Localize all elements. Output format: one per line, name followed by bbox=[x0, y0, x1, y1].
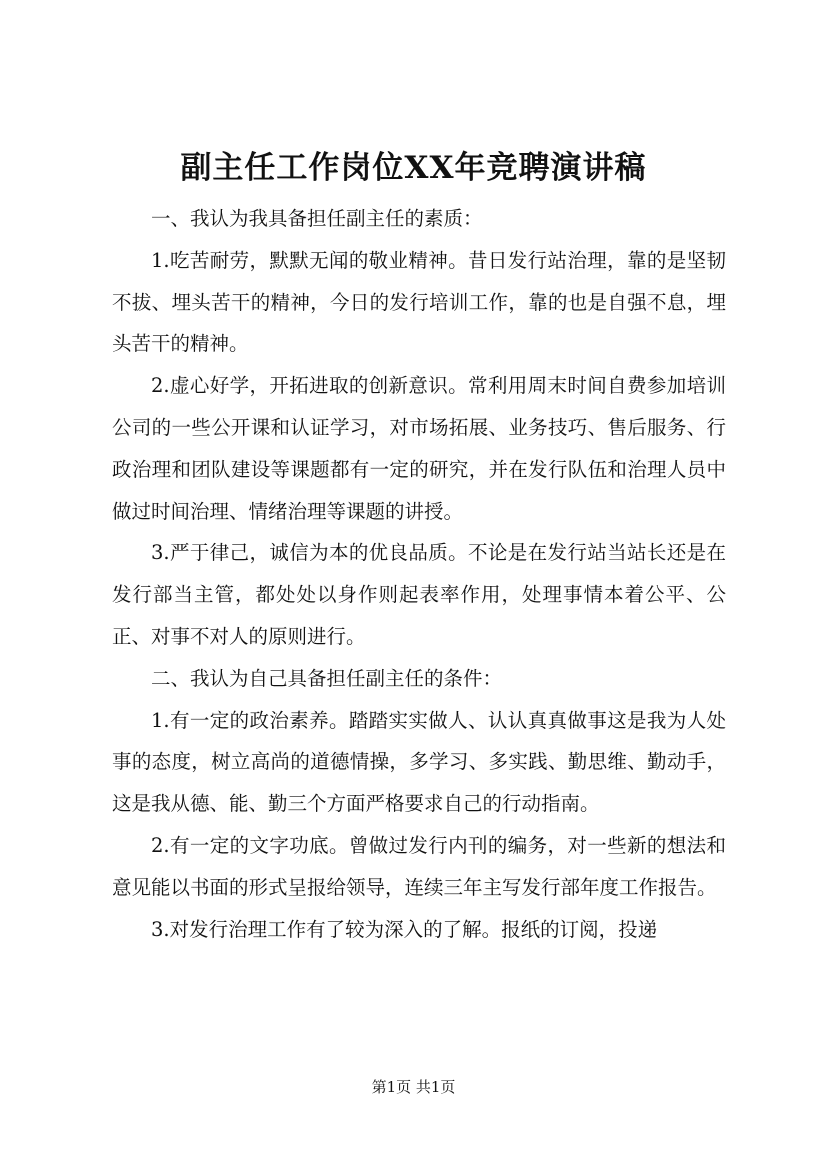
paragraph-section-1-heading: 一、我认为我具备担任副主任的素质： bbox=[151, 207, 483, 230]
page-number-footer: 第1页 共1页 bbox=[371, 1078, 456, 1096]
paragraph-quality-3: 3.严于律己，诚信为本的优良品质。不论是在发行站当站长还是在发行部当主管，都处处以身作则起表率作用，处理事情本着公平、公正、对事不对人的原则进行。 bbox=[112, 541, 726, 648]
paragraph-section-2-heading: 二、我认为自己具备担任副主任的条件： bbox=[151, 666, 503, 690]
paragraph-condition-2: 2.有一定的文字功底。曾做过发行内刊的编务，对一些新的想法和意见能以书面的形式呈报给领导，连续三年主写发行部年度工作报告。 bbox=[112, 833, 726, 899]
document-body bbox=[112, 198, 726, 950]
paragraph-quality-1: 1.吃苦耐劳，默默无闻的敬业精神。昔日发行站治理，靠的是坚韧不拔、埋头苦干的精神，今日的发行培训工作，靠的也是自强不息，埋头苦干的精神。 bbox=[112, 248, 726, 356]
paragraph-condition-1: 1.有一定的政治素养。踏踏实实做人、认认真真做事这是我为人处事的态度，树立高尚的道德情操，多学习、多实践、勤思维、勤动手，这是我从德、能、勤三个方面严格要求自己的行动指南。 bbox=[112, 708, 726, 816]
paragraph-condition-3: 3.对发行治理工作有了较为深入的了解。报纸的订阅，投递 bbox=[151, 917, 658, 941]
document-title: 副主任工作岗位XX年竞聘演讲稿 bbox=[180, 150, 647, 186]
paragraph-quality-2: 2.虚心好学，开拓进取的创新意识。常利用周末时间自费参加培训公司的一些公开课和认证学习，对市场拓展、业务技巧、售后服务、行政治理和团队建设等课题都有一定的研究，并在发行队伍和治理人员中做过时间治理、情绪治理等课题的讲授。 bbox=[112, 374, 726, 523]
